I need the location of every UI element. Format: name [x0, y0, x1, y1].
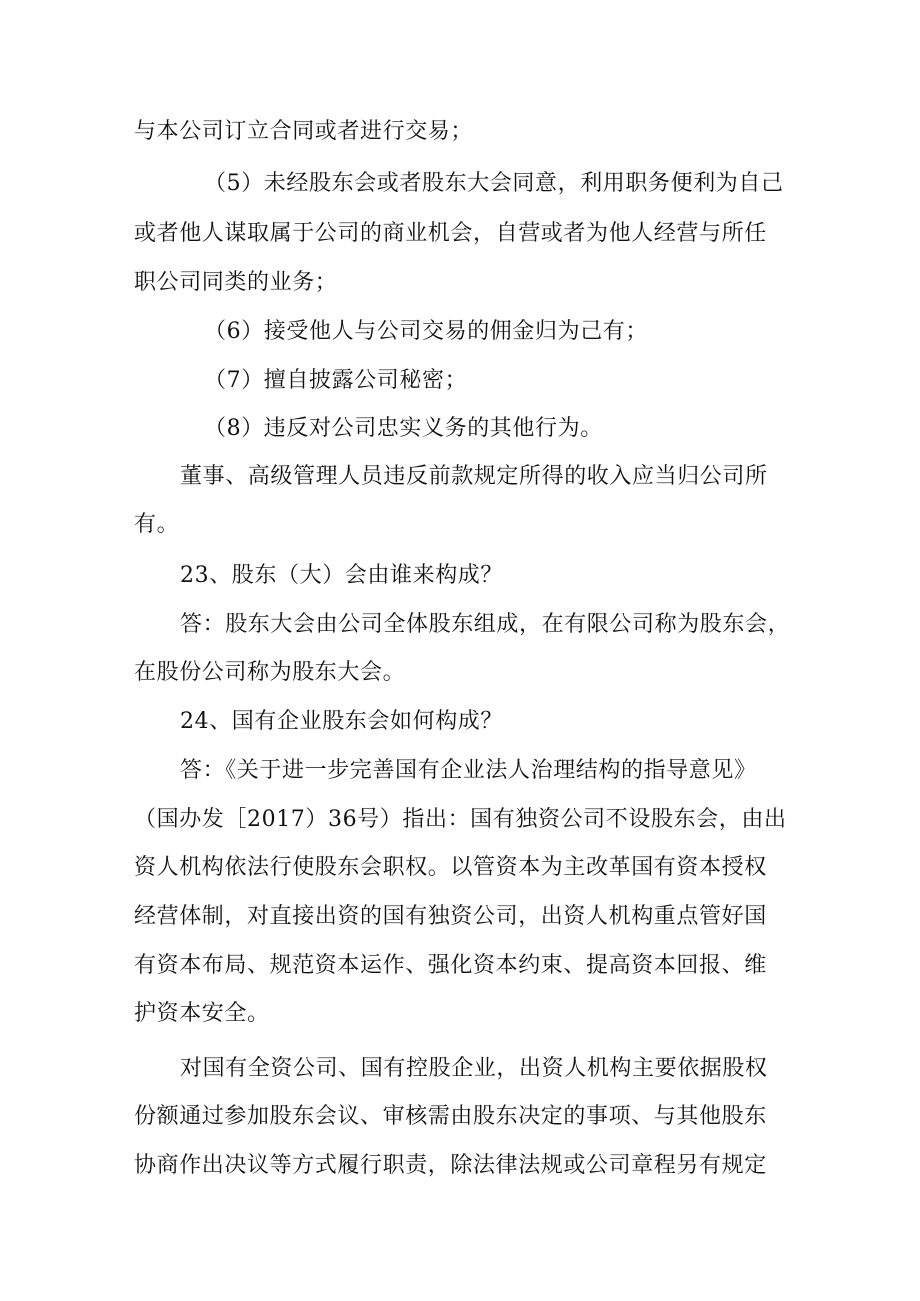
text-line: 在股份公司称为股东大会。 [134, 660, 406, 685]
text-line: 23、股东（大）会由谁来构成？ [180, 563, 503, 588]
text-line: 对国有全资公司、国有控股企业，出资人机构主要依据股权 [180, 1056, 768, 1081]
text-line: 协商作出决议等方式履行职责，除法律法规或公司章程另有规定 [134, 1153, 767, 1178]
text-line: 或者他人谋取属于公司的商业机会，自营或者为他人经营与所任 [134, 221, 767, 246]
text-line: （6）接受他人与公司交易的佣金归为己有； [204, 319, 648, 344]
text-line: 经营体制，对直接出资的国有独资公司，出资人机构重点管好国 [134, 904, 767, 929]
text-line: （8）违反对公司忠实义务的其他行为。 [204, 416, 603, 441]
text-line: 份额通过参加股东会议、审核需由股东决定的事项、与其他股东 [134, 1104, 767, 1129]
text-line: 职公司同类的业务； [134, 270, 338, 295]
text-line: 与本公司订立合同或者进行交易； [134, 119, 474, 144]
text-line: （7）擅自披露公司秘密； [204, 368, 468, 393]
text-line: 答：《关于进一步完善国有企业法人治理结构的指导意见》 [180, 758, 757, 783]
text-line: 有。 [134, 512, 180, 537]
text-line: 24、国有企业股东会如何构成？ [180, 709, 503, 734]
text-line: 有资本布局、规范资本运作、强化资本约束、提高资本回报、维 [134, 953, 767, 978]
text-line: 答：股东大会由公司全体股东组成，在有限公司称为股东会， [180, 612, 791, 637]
text-line: 护资本安全。 [134, 1001, 270, 1026]
text-line: 董事、高级管理人员违反前款规定所得的收入应当归公司所 [180, 464, 768, 489]
text-line: 资人机构依法行使股东会职权。以管资本为主改革国有资本授权 [134, 855, 767, 880]
text-line: （5）未经股东会或者股东大会同意，利用职务便利为自己 [204, 171, 784, 196]
text-line: （国办发［2017）36号）指出：国有独资公司不设股东会，由出 [134, 807, 787, 832]
